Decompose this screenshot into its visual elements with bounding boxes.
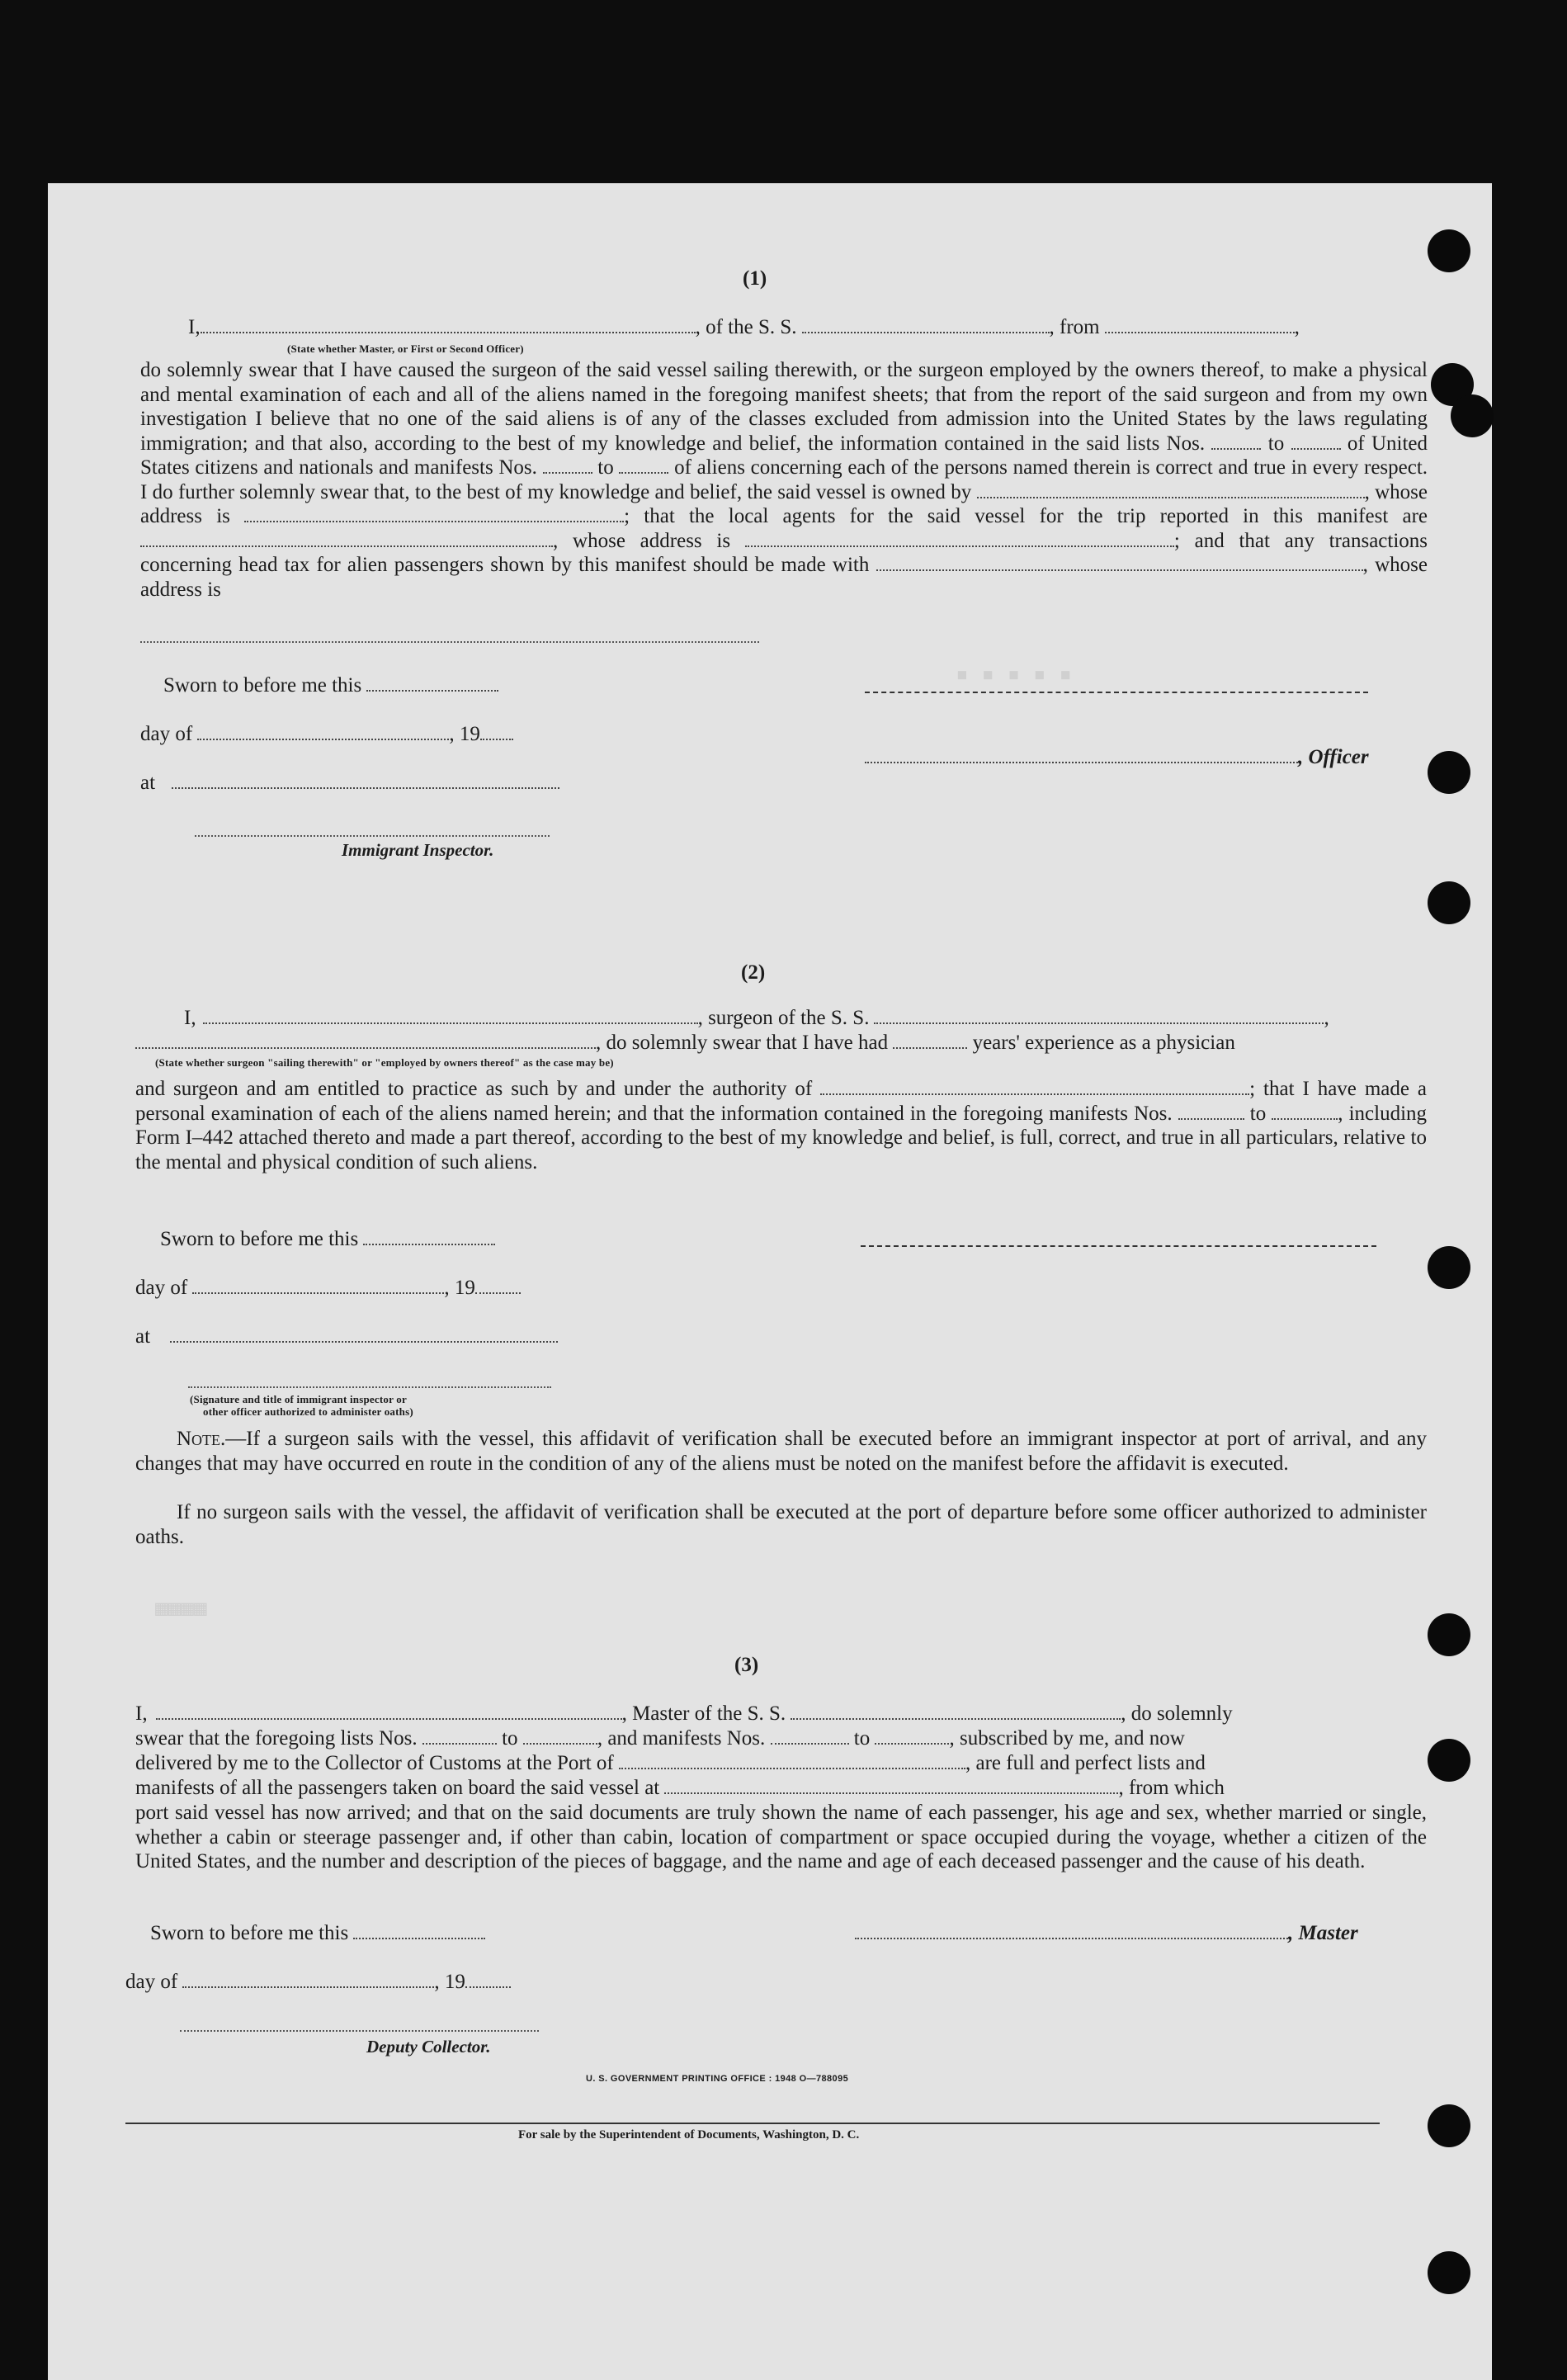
- s2-day-of: day of , 19: [135, 1276, 521, 1300]
- section-1-heading: (1): [743, 267, 767, 290]
- s1-signature-line[interactable]: [865, 692, 1368, 693]
- s1-officer: , Officer: [865, 745, 1369, 769]
- footer-rule: [125, 2123, 1380, 2124]
- s2-at: at: [135, 1325, 558, 1348]
- form-page: [48, 183, 1492, 2380]
- owner-field[interactable]: [977, 496, 1365, 498]
- sig-note-2: other officer authorized to administer oaths): [203, 1405, 413, 1418]
- s1-sworn: Sworn to before me this: [163, 673, 498, 697]
- s3-master: , Master: [855, 1921, 1358, 1945]
- s1-day-of: day of , 19: [140, 722, 513, 746]
- officer-rank-note: (State whether Master, or First or Second Officer): [287, 342, 524, 355]
- deputy-collector-label: Deputy Collector.: [366, 2037, 491, 2057]
- head-tax-field[interactable]: [876, 569, 1363, 571]
- s2-sworn: Sworn to before me this: [160, 1227, 495, 1251]
- section-1-body: do solemnly swear that I have caused the surgeon of the said vessel sailing therewith, or the surgeon employed by the owners thereof, to make a physical and mental examination of each and all of the aliens named in the foregoing manifest sheets; that from the report of the said surgeon and from my own investigation I believe that no one of the said aliens is of any of the classes excluded from admission into the United States by the laws regulating immigration; and that also, according to the best of my knowledge and belief, the information contained in the said lists Nos. to of United States citizens and nationals and manifests Nos. to of aliens concerning each of the persons named therein is correct and true in every respect. I do further solemnly swear that, to the best of my knowledge and belief, the said vessel is owned by , whose address is ; that the local agents for the said vessel for the trip reported in this manifest are , whose address is ; and that any transactions concerning head tax for alien passengers shown by this manifest should be made with , whose address is: [140, 359, 1428, 601]
- punch-hole-icon: [1428, 881, 1470, 924]
- section-3-heading: (3): [734, 1654, 759, 1676]
- s2-signature-line[interactable]: [861, 1245, 1376, 1247]
- section-3-line-4: manifests of all the passengers taken on board the said vessel at , from which: [135, 1777, 1225, 1799]
- vessel-name-field[interactable]: [802, 331, 1050, 333]
- punch-hole-icon: [1428, 1613, 1470, 1656]
- surgeon-note: (State whether surgeon "sailing therewith" or "employed by owners thereof" as the case may be): [155, 1056, 614, 1069]
- punch-hole-icon: [1428, 2251, 1470, 2294]
- section-2-line-2: , do solemnly swear that I have had years' experience as a physician: [135, 1031, 1235, 1055]
- officer-rank-field[interactable]: [201, 331, 696, 333]
- s3-sworn: Sworn to before me this: [150, 1921, 485, 1945]
- s1-at: at: [140, 771, 559, 795]
- note-paragraph-2: If no surgeon sails with the vessel, the affidavit of verification shall be executed at the port of departure before some officer authorized to administer oaths.: [135, 1501, 1427, 1548]
- section-2-line-1: I, , surgeon of the S. S. ,: [184, 1007, 1329, 1029]
- section-2-body: and surgeon and am entitled to practice as such by and under the authority of ; that I have made a personal examination of each of the aliens named herein; and that the information contained in the foregoing manifests Nos. to , including Form I–442 attached thereto and made a part thereof, according to the best of my knowledge and belief, is full, correct, and true in all particulars, relative to the mental and physical condition of such aliens.: [135, 1078, 1428, 1173]
- port-from-field[interactable]: [1105, 331, 1295, 333]
- printing-office-note: U. S. GOVERNMENT PRINTING OFFICE : 1948 O—788095: [586, 2074, 849, 2084]
- authority-field[interactable]: [820, 1093, 1249, 1095]
- collector-signature-line[interactable]: [180, 2030, 539, 2032]
- immigrant-inspector-label: Immigrant Inspector.: [342, 840, 494, 860]
- sale-notice: For sale by the Superintendent of Documents, Washington, D. C.: [518, 2128, 860, 2142]
- faint-stamp-mark: ▦▦▦▦: [155, 1596, 207, 1621]
- s3-day-of: day of , 19: [125, 1970, 511, 1994]
- inspector-signature-line[interactable]: [195, 835, 550, 837]
- note-paragraph-1: Note.—If a surgeon sails with the vessel, this affidavit of verification shall be executed before an immigrant inspector at port of arrival, and any changes that may have occurred en route in the condition of any of the aliens must be noted on the manifest before the affidavit is executed.: [135, 1428, 1427, 1475]
- owner-address-field[interactable]: [244, 520, 624, 522]
- sig-note-1: (Signature and title of immigrant inspector or: [190, 1393, 407, 1405]
- section-3-line-2: swear that the foregoing lists Nos. to , and manifests Nos. to , subscribed by me, and now: [135, 1727, 1185, 1750]
- punch-hole-icon: [1428, 2104, 1470, 2147]
- section-3-body: port said vessel has now arrived; and that on the said documents are truly shown the name of each passenger, his age and sex, whether married or single, whether a cabin or steerage passenger and, if other than cabin, location of compartment or space occupied during the voyage, whether a citizen of the United States, and the number and description of the pieces of baggage, and the name and age of each deceased passenger and the cause of his death.: [135, 1802, 1427, 1872]
- section-1-line-1: I, , of the S. S. , from ,: [188, 316, 1300, 338]
- punch-hole-icon: [1428, 751, 1470, 794]
- section-2-heading: (2): [741, 961, 766, 984]
- punch-hole-icon: [1451, 394, 1494, 437]
- faint-bleedthrough: ▪ ▪ ▪ ▪ ▪: [956, 662, 1072, 687]
- local-agents-field[interactable]: [140, 545, 553, 547]
- section-3-line-3: delivered by me to the Collector of Customs at the Port of , are full and perfect lists and: [135, 1752, 1206, 1774]
- agents-address-field[interactable]: [745, 545, 1174, 547]
- punch-hole-icon: [1428, 1739, 1470, 1782]
- punch-hole-icon: [1428, 229, 1470, 272]
- punch-hole-icon: [1428, 1246, 1470, 1289]
- section-3-line-1: I, , Master of the S. S. , do solemnly: [135, 1702, 1233, 1725]
